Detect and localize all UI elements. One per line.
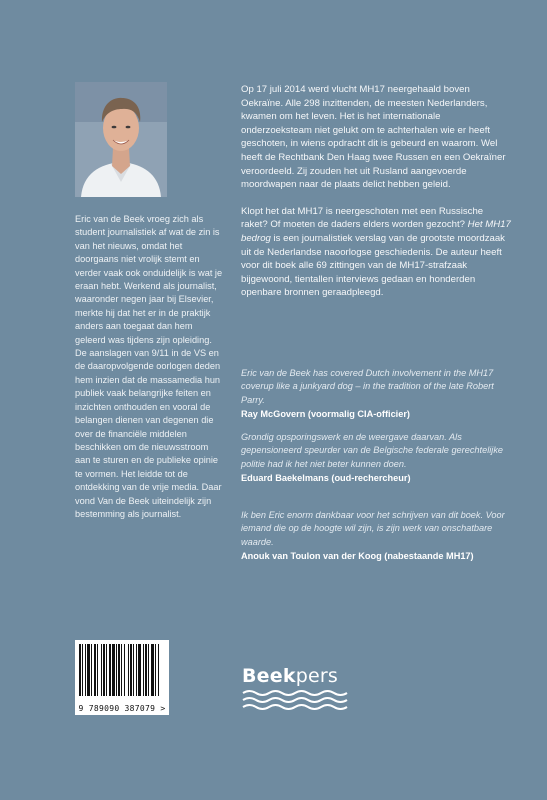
endorsement-quote bbox=[241, 431, 513, 486]
quote-text: Grondig opsporingswerk en de weergave daarvan. Als gepensioneerd speurder van de Belgische federale gerechtelijke politie had ik het niet beter kunnen doen. bbox=[241, 432, 504, 469]
publisher-name-bold: Beek bbox=[242, 665, 296, 687]
book-title: Het MH17 bedrog bbox=[241, 219, 511, 244]
book-blurb bbox=[241, 83, 511, 313]
quote-attribution: Eduard Baekelmans (oud-rechercheur) bbox=[241, 473, 411, 484]
author-photo bbox=[75, 82, 167, 197]
blurb-paragraph-1: Op 17 juli 2014 werd vlucht MH17 neergehaald boven Oekraïne. Alle 298 inzittenden, de meesten Nederlanders, kwamen om het leven. Het is het internationale onderzoeksteam niet gelukt om te achterhalen wie er heeft geschoten, in wiens opdracht dit is gebeurd en waarom. Wel heeft de Rechtbank Den Haag twee Russen en een Oekraïner veroordeeld. Zij zouden het uit Rusland aangevoerde moordwapen naar de plaats delict hebben geleid. bbox=[241, 84, 506, 191]
quote-text: Ik ben Eric enorm dankbaar voor het schrijven van dit boek. Voor iemand die op de hoogte wil zijn, is zijn werk van onschatbare waarde. bbox=[241, 510, 505, 547]
publisher-name-light: pers bbox=[295, 665, 338, 687]
quote-text: Eric van de Beek has covered Dutch involvement in the MH17 coverup like a junkyard dog – in the tradition of the late Robert Parry. bbox=[241, 368, 494, 405]
blurb-paragraph-2-body: is een journalistiek verslag van de grootste moordzaak uit de Nederlandse naoorlogse geschiedenis. De auteur heeft voor dit boek alle 69 zittingen van de MH17-strafzaak bijgewoond, tientallen interviews gedaan en honderden openbare bronnen geraadpleegd. bbox=[241, 232, 505, 299]
quote-attribution: Ray McGovern (voormalig CIA-officier) bbox=[241, 409, 410, 420]
wave-icon bbox=[242, 689, 348, 711]
publisher-logo bbox=[242, 665, 352, 720]
blurb-paragraph-2-intro: Klopt het dat MH17 is neergeschoten met een Russische raket? Of moeten de daders elders worden gezocht? bbox=[241, 205, 484, 231]
isbn-barcode bbox=[75, 640, 169, 715]
barcode-bars bbox=[75, 640, 169, 702]
publisher-name bbox=[242, 665, 352, 687]
author-bio bbox=[75, 213, 225, 521]
quote-attribution: Anouk van Toulon van der Koog (nabestaande MH17) bbox=[241, 551, 474, 562]
blurb-paragraph-2 bbox=[241, 205, 511, 300]
endorsement-quote bbox=[241, 509, 513, 564]
endorsement-quote bbox=[241, 367, 513, 422]
isbn-number: 9 789090 387079 > bbox=[78, 704, 166, 713]
author-bio-text: Eric van de Beek vroeg zich als student journalistiek af wat de zin is van het nieuws, omdat het doorgaans niet vrolijk stemt en verder vaak ook onduidelijk is wat je eraan hebt. Werkend als journalist, waaronder negen jaar bij Elsevier, merkte hij dat het er in de praktijk anders aan toegaat dan hem geleerd was tijdens zijn opleiding. De aanslagen van 9/11 in de VS en de daaropvolgende oorlogen deden hem inzien dat de massamedia hun publiek vaak belangrijke feiten en inzichten onthouden en vooral de belangen dienen van degenen die over de financiële middelen beschikken om de nieuwsstroom aan te sturen en de publieke opinie te vormen. Het leidde tot de ontdekking van de vrije media. Daar vond Van de Beek uiteindelijk zijn bestemming als journalist. bbox=[75, 214, 223, 519]
